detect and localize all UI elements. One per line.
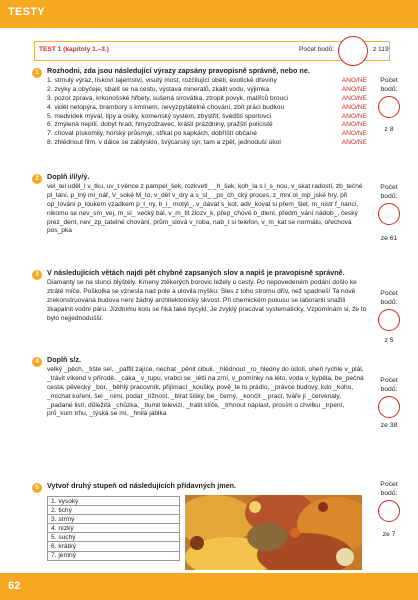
statement-text: 6. zmýlená nepílí, dobýt hrad, hmyzožravec, krášlí prázdniny, pražští policisté <box>47 121 273 129</box>
statement-row <box>47 139 367 148</box>
adjective-cell: 4. nízký <box>48 524 180 533</box>
exercise-number: 2 <box>32 174 42 184</box>
yes-no-choice[interactable]: ANO/NE <box>341 94 367 102</box>
adjective-row <box>48 524 180 533</box>
exercise-1 <box>47 67 367 148</box>
adjective-row <box>48 551 180 560</box>
statement-text: 1. strnulý výraz, lískoví tajemství, visutý most, rozčilující oběti, exotické dřeviny <box>47 76 277 84</box>
statement-row <box>47 104 367 113</box>
score-circle[interactable] <box>378 96 400 118</box>
exercise-task: V následujících větách najdi pět chybně zapsaných slov a napiš je pravopisně správně. <box>47 268 345 277</box>
exercise-1-items <box>47 77 367 148</box>
section-title: TESTY <box>8 6 45 18</box>
points-label: Počet bodů: <box>380 377 398 393</box>
yes-no-choice[interactable]: ANO/NE <box>341 85 367 93</box>
exercise-5 <box>47 482 367 491</box>
exercise-text: velký _pěch, _tište se!, _paffit zajíce, nechat _pěnit cibuli, _hlédnout _ro_hledny do údolí, oheň rychle v_plál, _trávit víkend v přírodě, _cáka_ v_tupu, vrabci se _létli na zrní, v_pomínky na léto, voda v_kypěla, be_pečná cesta, pěvecký _bor, _běhlý pracovník, přijímací _koušky, pově_te to prádlo, _právce budovy, kdo _koho, _míchat koření, šel _ nimi, podat _tížnost, _birat šišky, be_ černý, _končit _ prací, tváře jí _červenaly, _padané listí, důležitá _chůzka, _tlumit televizi, _tratit klíče, _trhnout náplast, prosím o chvilku _trpení, prů_kum trhu, _týská se mi, _hnilá jablka <box>47 365 364 418</box>
adjective-cell: 3. strmý <box>48 515 180 524</box>
exercise-number: 5 <box>32 483 42 493</box>
total-points-label: Počet bodů: <box>299 46 335 53</box>
exercise-task: Doplň i/í/y/ý. <box>47 172 90 181</box>
statement-text: 2. zvyky a obyčeje, sbalit se na cestu, výstava minerálů, zkalit vodu, výjimka <box>47 85 270 93</box>
exercise-score: z 5 <box>384 337 394 344</box>
statement-row <box>47 130 367 139</box>
spices-image <box>185 495 362 570</box>
points-label: Počet bodů: <box>380 290 398 306</box>
statement-text: 4. vidět netopýra, brambory s kmínem, nevyzpytatelné chování, zbít práci budkou <box>47 103 285 111</box>
adjective-cell: 6. krátký <box>48 542 180 551</box>
adjective-cell: 2. tichý <box>48 506 180 515</box>
exercise-text: Diamanty se na slunci blýštěly. Kmeny ztěkerých borovic ležely u cesty. Po nepovedeném podání došlo ke ztrátě míče. Poškolka se vznesla nad pole a ulovila myšku. Sles z toho stromu dřív, než spadneš! Ta nově zrekonstruovaná budova není žádný architektonický skvost. Při chemickém pokusu se laboranti snažili zkapalnit vodní páru. Jízdnímu kolu se říká také bycykl. Je zvyklý pracovat systematicky. Vzpomínám si, že to bylo nejjednodušší. <box>47 278 367 322</box>
adjective-row <box>48 506 180 515</box>
yes-no-choice[interactable]: ANO/NE <box>341 112 367 120</box>
score-circle[interactable] <box>378 500 400 522</box>
score-circle[interactable] <box>378 203 400 225</box>
score-circle[interactable] <box>378 309 400 331</box>
adjective-cell: 7. jemný <box>48 551 180 560</box>
exercise-task: Doplň s/z. <box>47 355 81 364</box>
points-label: Počet bodů: <box>380 77 398 93</box>
exercise-score: z 8 <box>384 126 394 133</box>
statement-row <box>47 86 367 95</box>
exercise-text: vel_tel uděl_l v_tku, uv_t věnce z pampel_šek, rozkvetl_ _h_šek, koh_la s l_s_nou, v_skat radostí, zb_tečné pl_taní, p_lný ml_nář, V_soké M_to, v_dět v_dry a s_sl_ _ps_ch_cký proces, z_mní ol_mp_jské hry, při op_lování p_loukem vzadkem p_l_ny, b_l_ motýl_, v_dávat s_kot, adv_kovat si přem_šlet, m_nistr f_nancí, nikomu se nev_sm_vej, m_sl_ vecký bál, v_m_tit zlozv_k, přep_chové b_dlení, předm_vání nádob_, český prez_dent, nev_zp_tatelné chování, prům_slová v_roba, nab_t si telefon, v_m_kat se normálu, ořechová pos_pka <box>47 182 363 235</box>
yes-no-choice[interactable]: ANO/NE <box>341 130 367 138</box>
statement-row <box>47 113 367 122</box>
adjective-cell: 5. suchý <box>48 533 180 542</box>
exercise-2 <box>47 173 367 236</box>
adjective-row <box>48 515 180 524</box>
total-points-max: z 119 <box>373 46 389 53</box>
page-number: 62 <box>8 580 21 592</box>
points-label: Počet bodů: <box>380 481 398 497</box>
test-title: TEST 1 (kapitoly 1.–3.) <box>39 46 109 53</box>
test-header <box>34 41 390 61</box>
points-label: Počet bodů: <box>380 184 398 200</box>
exercise-3 <box>47 269 367 323</box>
top-banner <box>0 0 418 28</box>
adjective-row <box>48 497 180 506</box>
yes-no-choice[interactable]: ANO/NE <box>341 103 367 111</box>
spices-photo <box>185 495 362 570</box>
total-score-circle[interactable] <box>338 36 368 66</box>
statement-text: 3. pozor zprava, krkonošské hřbety, sušená sirovátka, ztropit povyk, malířců brouci <box>47 94 289 102</box>
statement-row <box>47 95 367 104</box>
exercise-score: ze 38 <box>380 422 398 429</box>
adjective-row <box>48 533 180 542</box>
exercise-number: 4 <box>32 357 42 367</box>
exercise-task: Rozhodni, zda jsou následující výrazy zapsány pravopisně správně, nebo ne. <box>47 66 310 75</box>
statement-text: 7. chovat pískomily, horský průsmyk, střkat po kapkách, dobříští občané <box>47 130 257 138</box>
statement-text: 5. medvídek mýval, lípy a osiky, komenský systém, zbystřit, švédští sportovci <box>47 112 272 120</box>
exercise-4 <box>47 356 367 419</box>
points-box-4 <box>372 377 406 418</box>
adjective-row <box>48 542 180 551</box>
statement-row <box>47 77 367 86</box>
adjective-cell: 1. vysoký <box>48 497 180 506</box>
yes-no-choice[interactable]: ANO/NE <box>341 121 367 129</box>
points-box-2 <box>372 184 406 225</box>
statement-text: 8. zhlédnout film, v dálce se zablýsklo, švýcarský sýr, tam a zpět, jednoduší úkol <box>47 139 281 147</box>
points-box-1 <box>372 77 406 118</box>
exercise-score: ze 7 <box>382 531 396 538</box>
points-box-3 <box>372 290 406 331</box>
exercise-score: ze 61 <box>380 235 398 242</box>
exercise-number: 1 <box>32 68 42 78</box>
exercise-task: Vytvoř druhý stupeň od následujících přídavných jmen. <box>47 481 237 490</box>
yes-no-choice[interactable]: ANO/NE <box>341 139 367 147</box>
statement-row <box>47 121 367 130</box>
points-box-5 <box>372 481 406 522</box>
yes-no-choice[interactable]: ANO/NE <box>341 76 367 84</box>
exercise-number: 3 <box>32 270 42 280</box>
adjective-table <box>47 496 180 561</box>
bottom-banner <box>0 573 418 600</box>
score-circle[interactable] <box>378 396 400 418</box>
